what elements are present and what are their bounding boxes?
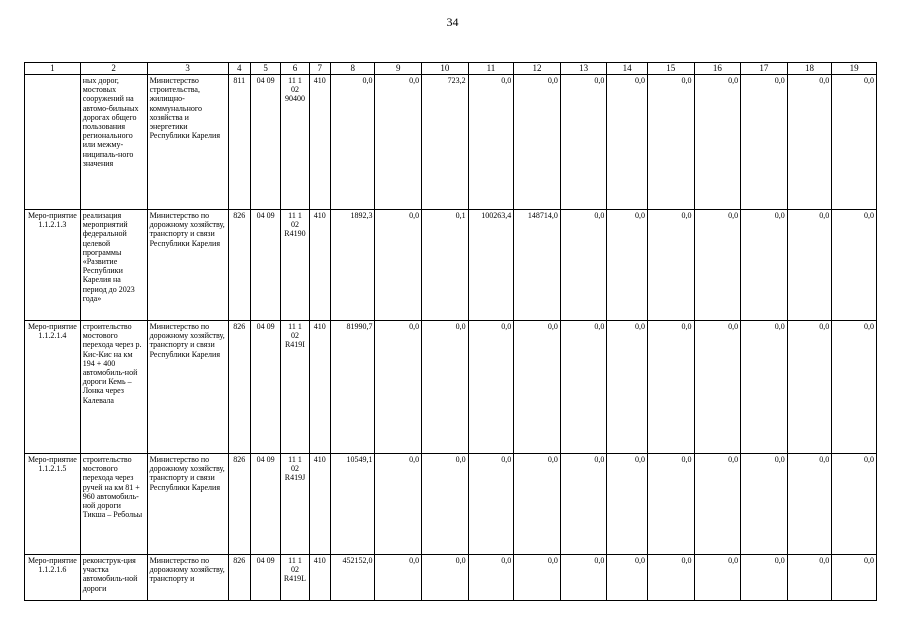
- measure-name: строительство мостового перехода через р. Кис-Кис на км 194 + 400 автомобиль-ной дороги Кемь – Лонка через Калевала: [80, 321, 147, 454]
- csr-code: 11 1 02 R419L: [281, 555, 309, 601]
- value-cell: 0,0: [514, 75, 561, 210]
- column-header: 8: [330, 63, 375, 75]
- column-header: 3: [147, 63, 228, 75]
- value-cell: 0,0: [422, 555, 469, 601]
- grbs-code: 826: [228, 210, 250, 321]
- table-row: [25, 75, 877, 210]
- csr-code: 11 1 02 R4190: [281, 210, 309, 321]
- column-header: 10: [422, 63, 469, 75]
- measure-id: Меро-приятие 1.1.2.1.6: [25, 555, 81, 601]
- value-cell: 0,0: [832, 555, 877, 601]
- value-cell: 0,1: [422, 210, 469, 321]
- column-header: 7: [309, 63, 330, 75]
- value-cell: 0,0: [741, 555, 788, 601]
- value-cell: 723,2: [422, 75, 469, 210]
- value-cell: 0,0: [832, 454, 877, 555]
- column-header: 5: [250, 63, 280, 75]
- vr-code: 410: [309, 321, 330, 454]
- measure-name: ных дорог, мостовых сооружений на автомо-бильных дорогах общего пользования регионального или межму-ниципаль-ного значения: [80, 75, 147, 210]
- column-header: 18: [787, 63, 832, 75]
- value-cell: 0,0: [832, 210, 877, 321]
- value-cell: 0,0: [832, 321, 877, 454]
- value-cell: 0,0: [330, 75, 375, 210]
- value-cell: 0,0: [741, 454, 788, 555]
- csr-code: 11 1 02 R419J: [281, 454, 309, 555]
- column-header: 19: [832, 63, 877, 75]
- value-cell: 0,0: [607, 210, 648, 321]
- value-cell: 0,0: [694, 75, 741, 210]
- grbs-code: 826: [228, 555, 250, 601]
- value-cell: 0,0: [422, 321, 469, 454]
- value-cell: 452152,0: [330, 555, 375, 601]
- column-header: 4: [228, 63, 250, 75]
- measure-name: реконструк-ция участка автомобиль-ной дороги: [80, 555, 147, 601]
- value-cell: 0,0: [375, 454, 422, 555]
- vr-code: 410: [309, 454, 330, 555]
- column-header: 6: [281, 63, 309, 75]
- value-cell: 0,0: [560, 321, 607, 454]
- vr-code: 410: [309, 210, 330, 321]
- vr-code: 410: [309, 75, 330, 210]
- header-row: [25, 63, 877, 75]
- executor: Министерство по дорожному хозяйству, транспорту и: [147, 555, 228, 601]
- rzpr-code: 04 09: [250, 454, 280, 555]
- value-cell: 0,0: [694, 555, 741, 601]
- value-cell: 10549,1: [330, 454, 375, 555]
- grbs-code: 826: [228, 454, 250, 555]
- value-cell: 0,0: [375, 321, 422, 454]
- csr-code: 11 1 02 90400: [281, 75, 309, 210]
- value-cell: 0,0: [560, 210, 607, 321]
- value-cell: 1892,3: [330, 210, 375, 321]
- measure-name: реализация мероприятий федеральной целевой программы «Развитие Республики Карелия на период до 2023 года»: [80, 210, 147, 321]
- value-cell: 0,0: [468, 555, 514, 601]
- table-row: [25, 454, 877, 555]
- rzpr-code: 04 09: [250, 75, 280, 210]
- value-cell: 0,0: [375, 210, 422, 321]
- executor: Министерство по дорожному хозяйству, транспорту и связи Республики Карелия: [147, 454, 228, 555]
- value-cell: 0,0: [422, 454, 469, 555]
- value-cell: 0,0: [468, 454, 514, 555]
- value-cell: 0,0: [787, 555, 832, 601]
- value-cell: 0,0: [694, 210, 741, 321]
- column-header: 13: [560, 63, 607, 75]
- column-header: 14: [607, 63, 648, 75]
- value-cell: 0,0: [741, 210, 788, 321]
- executor: Министерство по дорожному хозяйству, транспорту и связи Республики Карелия: [147, 210, 228, 321]
- column-header: 15: [647, 63, 694, 75]
- column-header: 12: [514, 63, 561, 75]
- measure-id: [25, 75, 81, 210]
- value-cell: 0,0: [375, 555, 422, 601]
- measure-id: Меро-приятие 1.1.2.1.3: [25, 210, 81, 321]
- value-cell: 0,0: [468, 321, 514, 454]
- rzpr-code: 04 09: [250, 555, 280, 601]
- grbs-code: 811: [228, 75, 250, 210]
- column-header: 2: [80, 63, 147, 75]
- value-cell: 0,0: [607, 321, 648, 454]
- value-cell: 0,0: [468, 75, 514, 210]
- value-cell: 0,0: [514, 555, 561, 601]
- column-header: 17: [741, 63, 788, 75]
- measure-id: Меро-приятие 1.1.2.1.4: [25, 321, 81, 454]
- rzpr-code: 04 09: [250, 210, 280, 321]
- value-cell: 0,0: [832, 75, 877, 210]
- value-cell: 0,0: [787, 75, 832, 210]
- page-number: 34: [446, 15, 459, 29]
- value-cell: 0,0: [514, 321, 561, 454]
- value-cell: 0,0: [560, 555, 607, 601]
- value-cell: 148714,0: [514, 210, 561, 321]
- value-cell: 0,0: [647, 454, 694, 555]
- value-cell: 0,0: [560, 454, 607, 555]
- value-cell: 100263,4: [468, 210, 514, 321]
- value-cell: 0,0: [514, 454, 561, 555]
- value-cell: 0,0: [647, 555, 694, 601]
- column-header: 9: [375, 63, 422, 75]
- value-cell: 0,0: [607, 454, 648, 555]
- value-cell: 81990,7: [330, 321, 375, 454]
- table-row: [25, 555, 877, 601]
- rzpr-code: 04 09: [250, 321, 280, 454]
- value-cell: 0,0: [694, 321, 741, 454]
- value-cell: 0,0: [607, 75, 648, 210]
- measure-id: Меро-приятие 1.1.2.1.5: [25, 454, 81, 555]
- value-cell: 0,0: [607, 555, 648, 601]
- value-cell: 0,0: [647, 210, 694, 321]
- value-cell: 0,0: [647, 321, 694, 454]
- executor: Министерство по дорожному хозяйству, транспорту и связи Республики Карелия: [147, 321, 228, 454]
- value-cell: 0,0: [787, 210, 832, 321]
- vr-code: 410: [309, 555, 330, 601]
- value-cell: 0,0: [694, 454, 741, 555]
- value-cell: 0,0: [375, 75, 422, 210]
- column-header: 16: [694, 63, 741, 75]
- value-cell: 0,0: [787, 454, 832, 555]
- executor: Министерство строительства, жилищно-коммунального хозяйства и энергетики Республики Карелия: [147, 75, 228, 210]
- value-cell: 0,0: [787, 321, 832, 454]
- table-row: [25, 321, 877, 454]
- value-cell: 0,0: [741, 75, 788, 210]
- column-header: 1: [25, 63, 81, 75]
- grbs-code: 826: [228, 321, 250, 454]
- measure-name: строительство мостового перехода через ручей на км 81 + 960 автомобиль-ной дороги Тикша – Ребольы: [80, 454, 147, 555]
- value-cell: 0,0: [560, 75, 607, 210]
- value-cell: 0,0: [647, 75, 694, 210]
- column-header: 11: [468, 63, 514, 75]
- value-cell: 0,0: [741, 321, 788, 454]
- table-row: [25, 210, 877, 321]
- csr-code: 11 1 02 R419I: [281, 321, 309, 454]
- budget-table: [24, 62, 877, 601]
